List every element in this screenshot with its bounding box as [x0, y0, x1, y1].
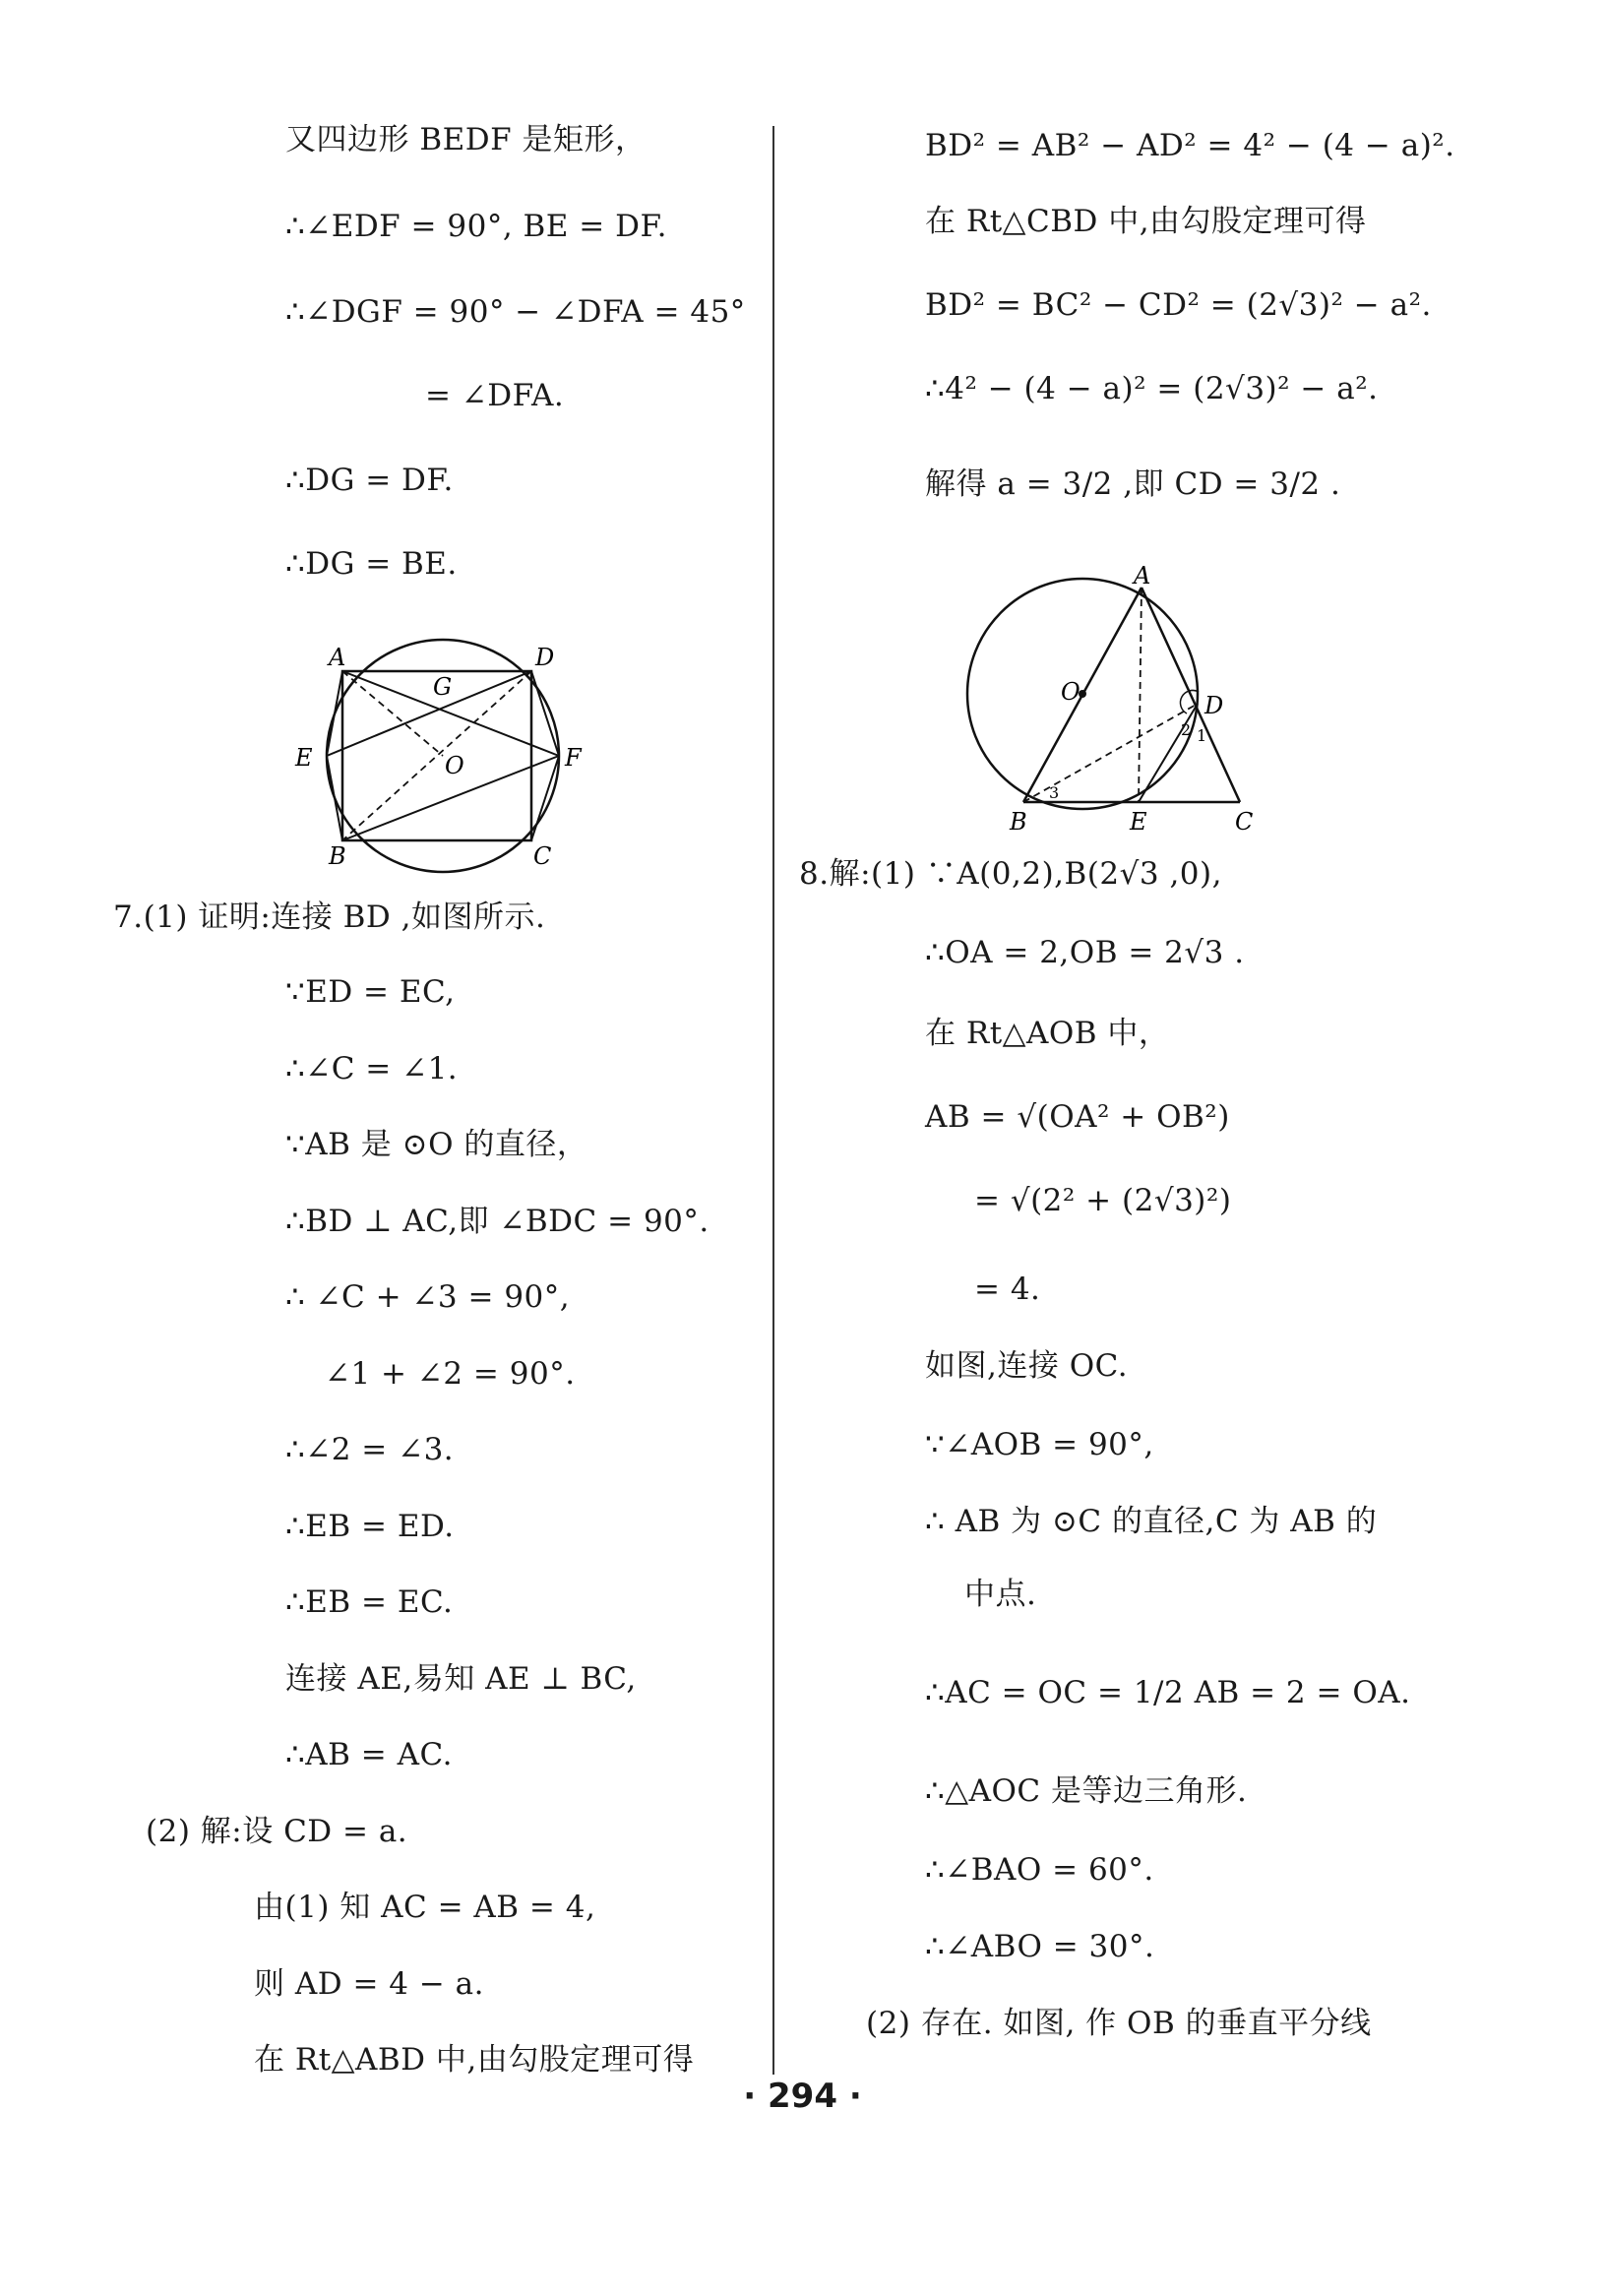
text-line: ∴AB = AC. — [285, 1737, 453, 1772]
text-line: 中点. — [964, 1577, 1037, 1612]
text-line: ∴OA = 2,OB = 2√3 . — [925, 935, 1245, 970]
label-o: O — [445, 752, 464, 779]
label-d: D — [535, 644, 555, 671]
text-line: 由(1) 知 AC = AB = 4, — [254, 1890, 596, 1925]
label-b: B — [329, 842, 346, 870]
text-line: ∴∠EDF = 90°, BE = DF. — [285, 209, 668, 244]
text-line: 在 Rt△AOB 中， — [925, 1016, 1170, 1051]
text-line: ∴DG = DF. — [285, 463, 454, 498]
text-line: AB = √(OA² + OB²) — [925, 1099, 1230, 1135]
text-line: (2) 解:设 CD = a. — [146, 1814, 408, 1849]
text-line: 如图,连接 OC. — [925, 1348, 1129, 1384]
text-line: ∴∠ABO = 30°. — [925, 1929, 1155, 1964]
text-line: ∴EB = ED. — [285, 1509, 455, 1544]
label-b: B — [1010, 808, 1027, 836]
label-a: A — [329, 644, 346, 671]
text-line: ∴EB = EC. — [285, 1584, 454, 1620]
label-f: F — [565, 744, 582, 772]
text-line: 又四边形 BEDF 是矩形， — [285, 122, 647, 157]
text-line: ∵ED = EC, — [285, 974, 456, 1010]
text-line: ∵∠AOB = 90°, — [925, 1427, 1154, 1462]
label-c: C — [533, 842, 552, 870]
text-line: ∴AC = OC = 1/2 AB = 2 = OA. — [925, 1675, 1411, 1710]
text-line: ∴ AB 为 ⊙C 的直径,C 为 AB 的 — [925, 1504, 1378, 1539]
label-angle-1: 1 — [1197, 726, 1207, 745]
problem-8-heading: 8.解:(1) ∵A(0,2),B(2√3 ,0), — [799, 856, 1222, 892]
text-line: ∴ ∠C + ∠3 = 90°, — [285, 1279, 571, 1315]
label-angle-3: 3 — [1049, 783, 1060, 802]
text-line: 在 Rt△CBD 中,由勾股定理可得 — [925, 204, 1367, 239]
geometry-figure-triangle-circle — [955, 566, 1279, 837]
label-g: G — [433, 673, 453, 701]
label-d: D — [1204, 692, 1224, 719]
label-o: O — [1061, 678, 1080, 706]
label-a: A — [1134, 566, 1151, 590]
text-line: BD² = BC² − CD² = (2√3)² − a². — [925, 287, 1432, 323]
page-number-value: 294 — [768, 2077, 837, 2116]
text-line: 解得 a = 3/2 ,即 CD = 3/2 . — [925, 466, 1341, 502]
text-line: ∴∠DGF = 90° − ∠DFA = 45° — [285, 294, 746, 330]
text-line: ∴∠C = ∠1. — [285, 1051, 459, 1086]
text-line: (2) 存在. 如图, 作 OB 的垂直平分线 — [866, 2006, 1372, 2041]
text-line: ∠1 + ∠2 = 90°. — [325, 1356, 576, 1392]
text-line: 连接 AE,易知 AE ⊥ BC, — [285, 1661, 637, 1697]
label-angle-2: 2 — [1181, 720, 1192, 739]
label-c: C — [1235, 808, 1254, 836]
text-line: ∵AB 是 ⊙O 的直径， — [285, 1127, 588, 1162]
text-line: = √(2² + (2√3)²) — [974, 1183, 1232, 1218]
label-e: E — [1130, 808, 1147, 836]
text-line: = 4. — [974, 1272, 1041, 1307]
text-line: ∴△AOC 是等边三角形. — [925, 1773, 1248, 1809]
text-line: ∴4² − (4 − a)² = (2√3)² − a². — [925, 371, 1379, 406]
text-line: ∴DG = BE. — [285, 546, 458, 582]
page-number: · 294 · — [743, 2077, 862, 2116]
label-e: E — [295, 744, 313, 772]
text-line: ∴∠BAO = 60°. — [925, 1852, 1154, 1888]
problem-7-heading: 7.(1) 证明:连接 BD ,如图所示. — [113, 900, 546, 935]
text-line: BD² = AB² − AD² = 4² − (4 − a)². — [925, 128, 1455, 163]
text-line: 在 Rt△ABD 中,由勾股定理可得 — [254, 2042, 695, 2078]
text-line: ∴∠2 = ∠3. — [285, 1432, 455, 1467]
text-line: ∴BD ⊥ AC,即 ∠BDC = 90°. — [285, 1204, 710, 1239]
text-line: = ∠DFA. — [425, 378, 565, 413]
text-line: 则 AD = 4 − a. — [254, 1966, 485, 2002]
